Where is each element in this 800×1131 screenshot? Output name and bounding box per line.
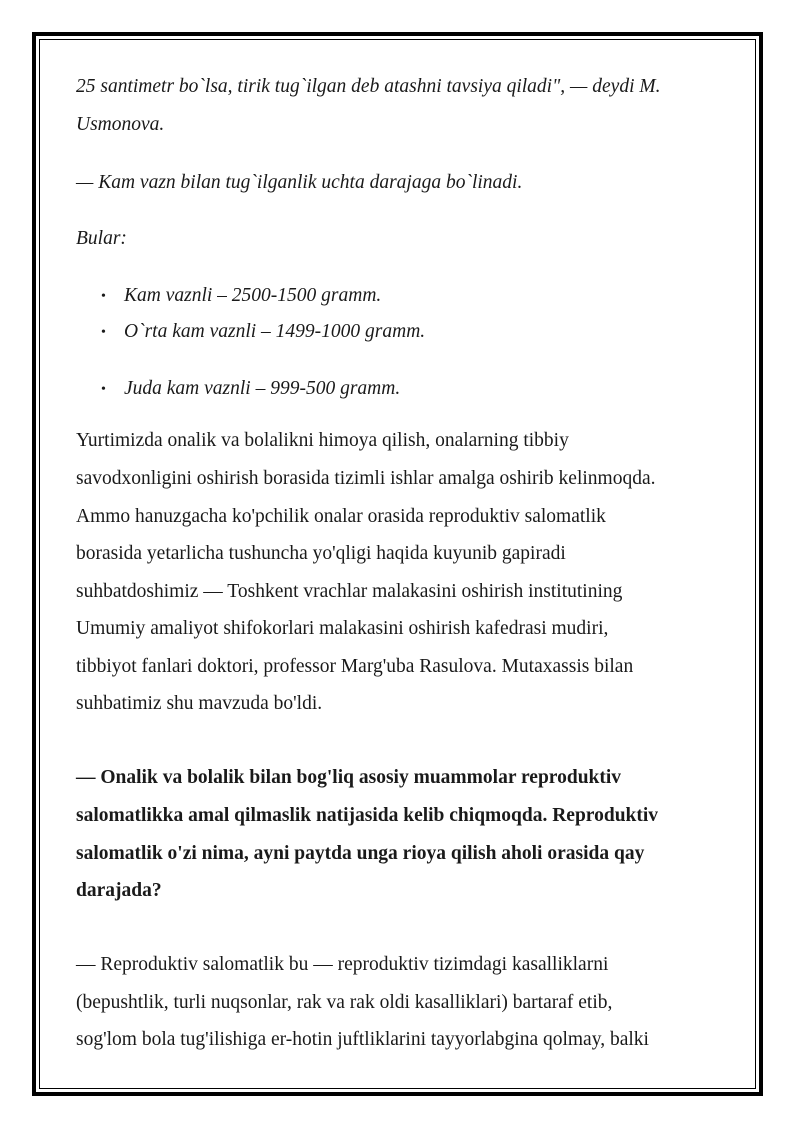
intro-line: Bular: bbox=[76, 228, 127, 249]
question-line: salomatlik o'zi nima, ayni paytda unga rioya qilish aholi orasida qay bbox=[76, 843, 645, 864]
bullet-marker: • bbox=[101, 325, 106, 340]
intro-line: Usmonova. bbox=[76, 114, 165, 135]
answer-line: (bepushtlik, turli nuqsonlar, rak va rak oldi kasalliklari) bartaraf etib, bbox=[76, 992, 613, 1013]
question-line: salomatlikka amal qilmaslik natijasida kelib chiqmoqda. Reproduktiv bbox=[76, 805, 659, 826]
bullet-text: Juda kam vaznli – 999-500 gramm. bbox=[124, 378, 401, 399]
paragraph-line: suhbatdoshimiz — Toshkent vrachlar malakasini oshirish institutining bbox=[76, 581, 623, 602]
paragraph-line: suhbatimiz shu mavzuda bo'ldi. bbox=[76, 693, 323, 714]
question-line: — Onalik va bolalik bilan bog'liq asosiy muammolar reproduktiv bbox=[76, 767, 622, 788]
paragraph-line: Umumiy amaliyot shifokorlari malakasini oshirish kafedrasi mudiri, bbox=[76, 618, 609, 639]
intro-line: — Kam vazn bilan tug`ilganlik uchta darajaga bo`linadi. bbox=[76, 172, 523, 193]
bullet-text: O`rta kam vaznli – 1499-1000 gramm. bbox=[124, 321, 426, 342]
intro-line: 25 santimetr bo`lsa, tirik tug`ilgan deb atashni tavsiya qiladi", — deydi M. bbox=[76, 76, 661, 97]
paragraph-line: savodxonligini oshirish borasida tizimli ishlar amalga oshirib kelinmoqda. bbox=[76, 468, 656, 489]
paragraph-line: Ammo hanuzgacha ko'pchilik onalar orasida reproduktiv salomatlik bbox=[76, 506, 606, 527]
answer-line: sog'lom bola tug'ilishiga er-hotin juftliklarini tayyorlabgina qolmay, balki bbox=[76, 1029, 649, 1050]
paragraph-line: borasida yetarlicha tushuncha yo'qligi haqida kuyunib gapiradi bbox=[76, 543, 566, 564]
paragraph-line: Yurtimizda onalik va bolalikni himoya qilish, onalarning tibbiy bbox=[76, 430, 569, 451]
bullet-marker: • bbox=[101, 382, 106, 397]
bullet-text: Kam vaznli – 2500-1500 gramm. bbox=[124, 285, 382, 306]
paragraph-line: tibbiyot fanlari doktori, professor Marg'uba Rasulova. Mutaxassis bilan bbox=[76, 656, 634, 677]
question-line: darajada? bbox=[76, 880, 162, 901]
answer-line: — Reproduktiv salomatlik bu — reproduktiv tizimdagi kasalliklarni bbox=[76, 954, 609, 975]
bullet-marker: • bbox=[101, 289, 106, 304]
